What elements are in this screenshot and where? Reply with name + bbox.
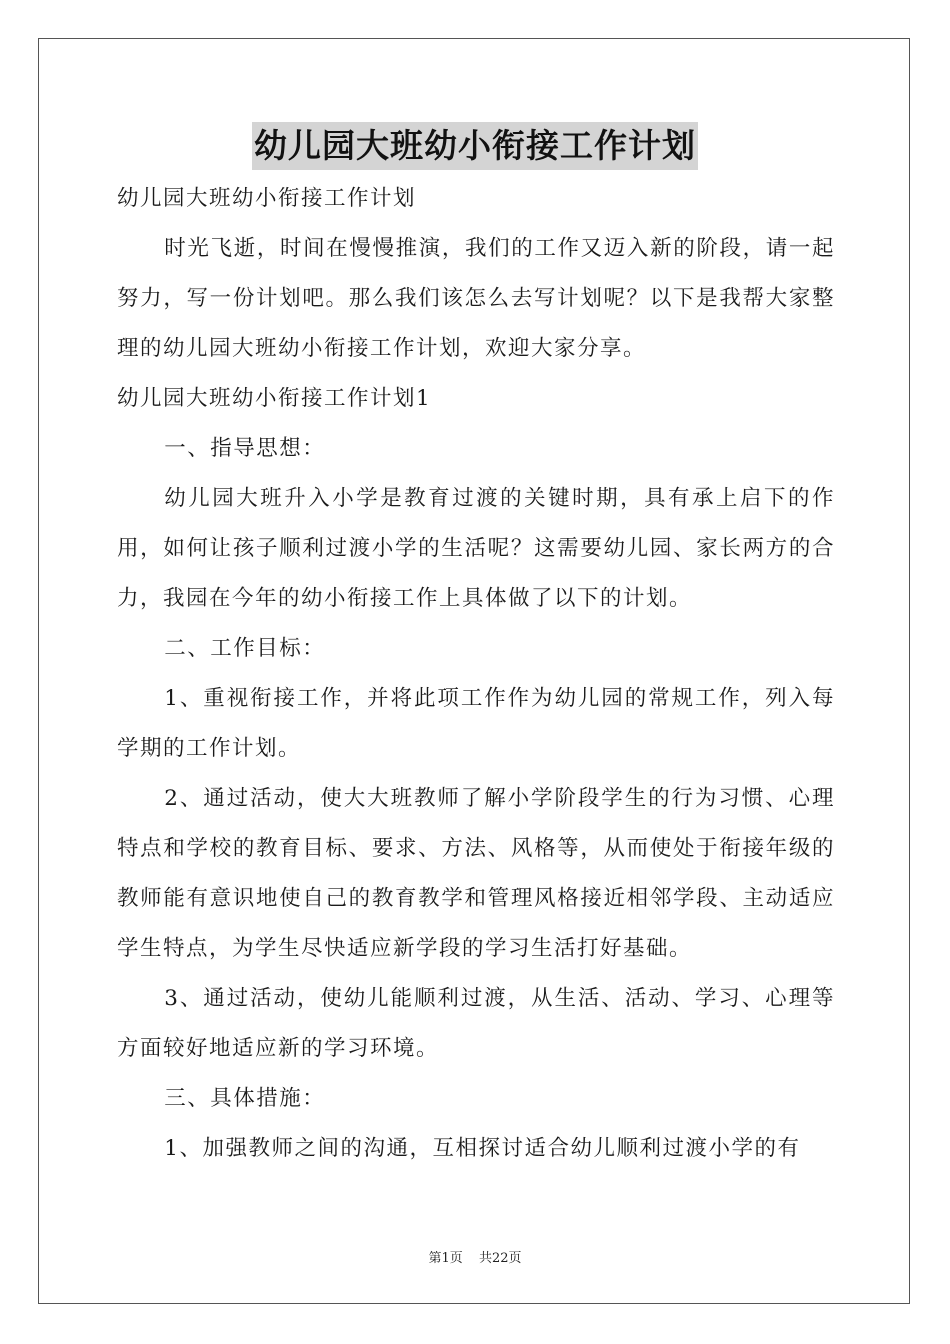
document-title: 幼儿园大班幼小衔接工作计划 bbox=[252, 122, 698, 170]
page-total: 共22页 bbox=[478, 1251, 522, 1266]
paragraph: 时光飞逝，时间在慢慢推演，我们的工作又迈入新的阶段，请一起努力，写一份计划吧。那么我们该怎么去写计划呢？以下是我帮大家整理的幼儿园大班幼小衔接工作计划，欢迎大家分享。 bbox=[117, 236, 835, 361]
section-heading: 幼儿园大班幼小衔接工作计划1 bbox=[117, 386, 432, 411]
subheading: 二、工作目标： bbox=[164, 636, 326, 661]
title-container bbox=[0, 122, 950, 170]
paragraph: 1、加强教师之间的沟通，互相探讨适合幼儿顺利过渡小学的有 bbox=[164, 1136, 801, 1161]
subheading: 一、指导思想： bbox=[164, 436, 326, 461]
subheading: 三、具体措施： bbox=[164, 1086, 326, 1111]
paragraph: 3、通过活动，使幼儿能顺利过渡，从生活、活动、学习、心理等方面较好地适应新的学习环境。 bbox=[117, 986, 835, 1061]
paragraph: 1、重视衔接工作，并将此项工作作为幼儿园的常规工作，列入每学期的工作计划。 bbox=[117, 686, 835, 761]
page-number: 第1页 bbox=[428, 1251, 463, 1266]
paragraph: 幼儿园大班幼小衔接工作计划 bbox=[117, 186, 417, 211]
document-body bbox=[117, 174, 835, 1174]
page-footer bbox=[0, 1247, 950, 1266]
paragraph: 2、通过活动，使大大班教师了解小学阶段学生的行为习惯、心理特点和学校的教育目标、要求、方法、风格等，从而使处于衔接年级的教师能有意识地使自己的教育教学和管理风格接近相邻学段、主动适应学生特点，为学生尽快适应新学段的学习生活打好基础。 bbox=[117, 786, 835, 961]
paragraph: 幼儿园大班升入小学是教育过渡的关键时期，具有承上启下的作用，如何让孩子顺利过渡小学的生活呢？这需要幼儿园、家长两方的合力，我园在今年的幼小衔接工作上具体做了以下的计划。 bbox=[117, 486, 835, 611]
